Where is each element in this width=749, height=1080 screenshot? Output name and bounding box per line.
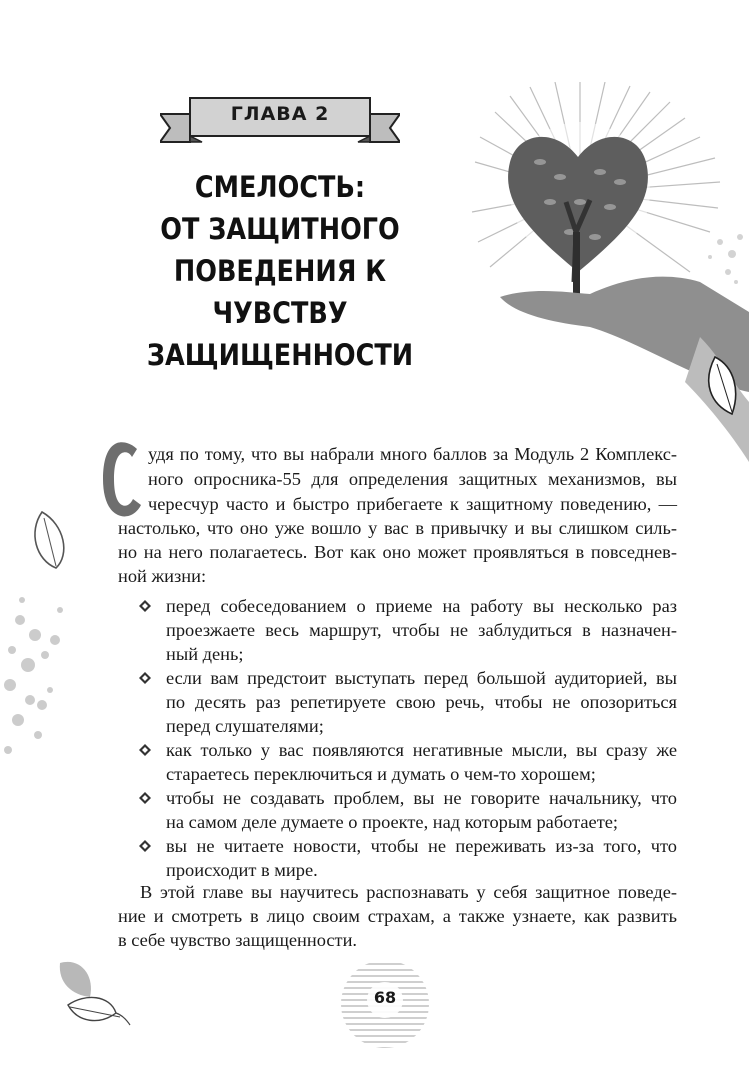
chapter-title [113,166,447,376]
bullet-line: происходит в мире. [166,860,318,880]
bullet-line: перед слушателями; [166,716,324,736]
heart-tree-hand-icon [470,82,749,462]
bullet-line: стараетесь переключиться и думать о чем-то хорошем; [166,764,596,784]
bullet-line: как только у вас появляются негативные мысли, вы сразу же [166,740,677,760]
bullet-line: по десять раз репетируете свою речь, чтобы не опозориться [166,692,677,712]
intro-line: чересчур часто и быстро прибегаете к защитному поведению, — [148,494,677,514]
title-line: ЗАЩИЩЕННОСТИ [146,338,414,372]
outro-line: в себе чувство защищенности. [118,930,358,950]
leaf-icon [50,955,140,1035]
bullet-line: если вам предстоит выступать перед большой аудиторией, вы [166,668,677,688]
drop-cap-shape-icon [103,441,143,517]
intro-line: но на него полагаетесь. Вот как оно может проявляться в повседнев- [118,542,677,562]
bullet-line: чтобы не создавать проблем, вы не говорите начальнику, что [166,788,677,808]
intro-line: удя по тому, что вы набрали много баллов за Модуль 2 Комплекс- [148,444,677,464]
outro-line: ние и смотреть в лицо своим страхам, а также узнаете, как развить [118,906,677,926]
title-line: ОТ ЗАЩИТНОГО [160,212,400,246]
bullet-line: проезжаете весь маршрут, чтобы не заблудиться в назначен- [166,620,677,640]
chapter-label: ГЛАВА 2 [230,103,330,125]
intro-line: ной жизни: [118,566,207,586]
diamond-bullet-icon [139,840,151,852]
outro-line: В этой главе вы научитесь распознавать у себя защитное поведе- [140,882,677,902]
bullet-line: перед собеседованием о приеме на работу вы несколько раз [166,596,677,616]
bullet-line: на самом деле думаете о проекте, над которым работаете; [166,812,619,832]
intro-line: настолько, что оно уже вошло у вас в привычку и вы слишком силь- [118,518,677,538]
diamond-bullet-icon [139,792,151,804]
title-line: СМЕЛОСТЬ: [194,170,366,204]
diamond-bullet-icon [139,744,151,756]
diamond-bullet-icon [139,672,151,684]
leaf-decoration-icon [0,500,90,800]
bullet-line: вы не читаете новости, чтобы не переживать из-за того, что [166,836,677,856]
bullet-line: ный день; [166,644,244,664]
diamond-bullet-icon [139,600,151,612]
intro-line: ного опросника-55 для определения защитных механизмов, вы [148,469,677,489]
page-number: 68 [373,988,397,1007]
title-line: ПОВЕДЕНИЯ К ЧУВСТВУ [173,254,387,330]
